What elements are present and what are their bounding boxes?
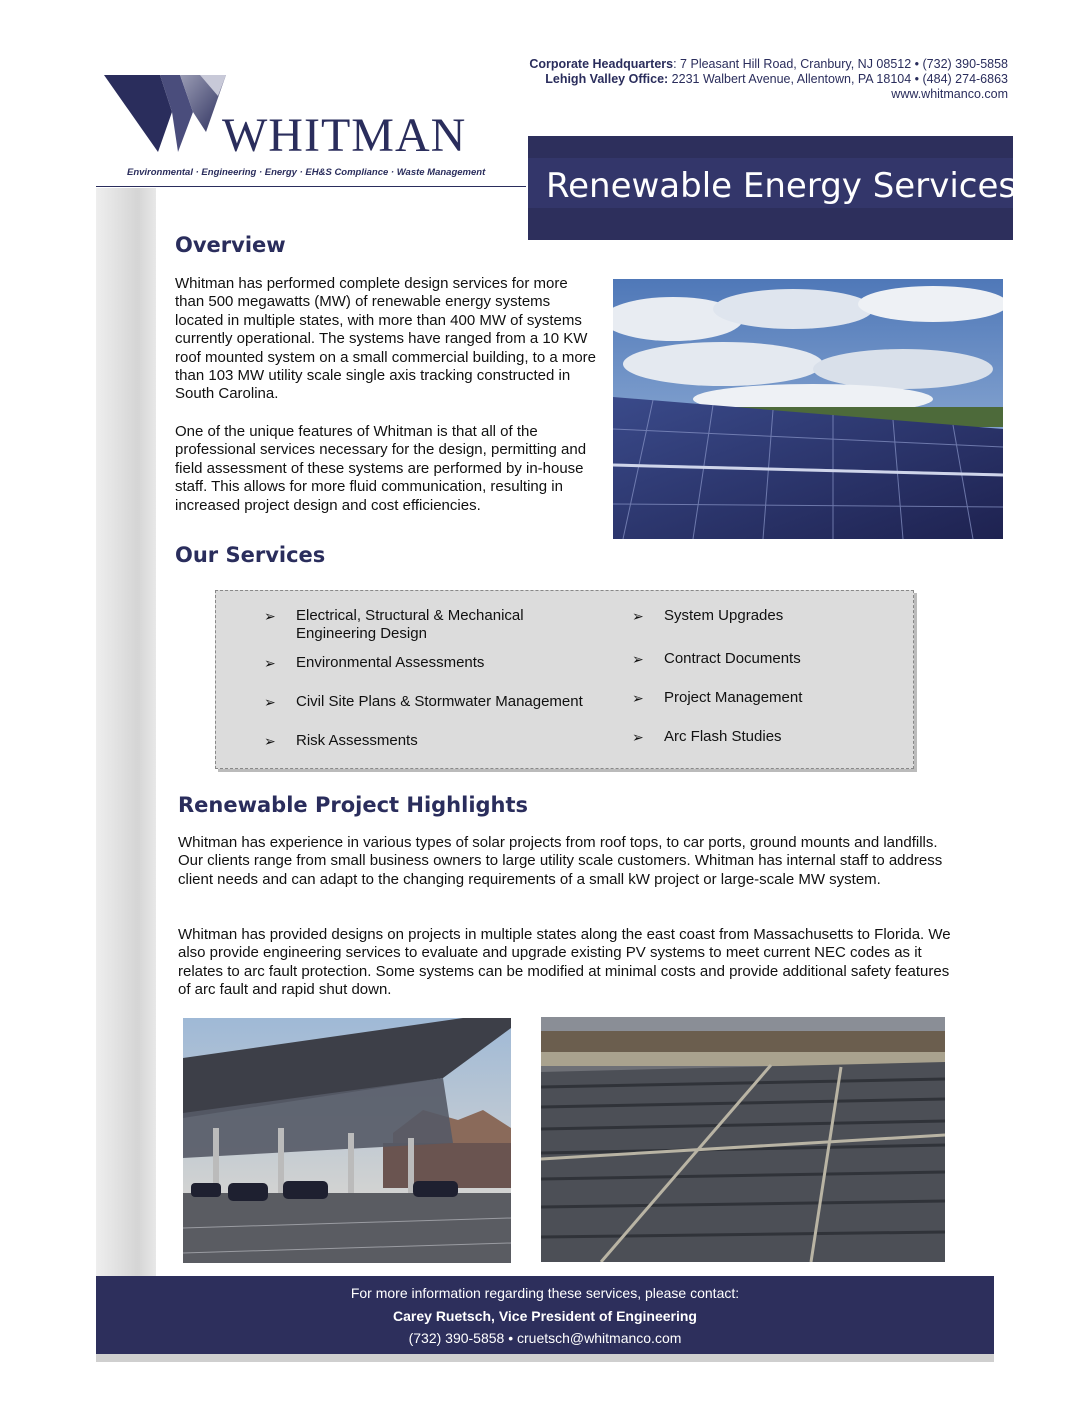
- service-item: Arc Flash Studies: [664, 728, 782, 745]
- hq-label: Corporate Headquarters: [529, 57, 674, 71]
- highlights-heading: Renewable Project Highlights: [178, 793, 529, 817]
- logo-wordmark: WHITMAN: [222, 109, 467, 162]
- footer-contact-name: Carey Ruetsch, Vice President of Engineering: [393, 1308, 697, 1324]
- lv-label: Lehigh Valley Office:: [545, 72, 669, 86]
- carport-solar-photo: [183, 1018, 511, 1263]
- footer-shadow: [96, 1354, 994, 1362]
- bullet-arrow-icon: ➢: [264, 608, 276, 624]
- lv-line: [448, 72, 1008, 87]
- service-item: Civil Site Plans & Stormwater Management: [296, 693, 583, 710]
- bullet-arrow-icon: ➢: [632, 690, 644, 706]
- bullet-arrow-icon: ➢: [632, 608, 644, 624]
- footer-intro: For more information regarding these services, please contact:: [350, 1285, 740, 1301]
- aerial-solar-farm-photo: [541, 1017, 945, 1262]
- page-title: Renewable Energy Services: [546, 166, 1017, 206]
- overview-heading: Overview: [175, 233, 286, 257]
- service-item: Contract Documents: [664, 650, 801, 667]
- contact-footer: [96, 1276, 994, 1354]
- solar-array-photo: [613, 279, 1003, 539]
- header-divider: [96, 186, 526, 187]
- service-item: Risk Assessments: [296, 732, 418, 749]
- service-item: Electrical, Structural & Mechanical Engineering Design: [296, 607, 524, 642]
- bullet-arrow-icon: ➢: [632, 729, 644, 745]
- bullet-arrow-icon: ➢: [632, 651, 644, 667]
- logo-tagline: Environmental · Engineering · Energy · EH&S Compliance · Waste Management: [127, 167, 486, 178]
- bullet-arrow-icon: ➢: [264, 655, 276, 671]
- website-link[interactable]: www.whitmanco.com: [891, 87, 1008, 101]
- highlights-paragraph-2: Whitman has provided designs on projects in multiple states along the east coast from Massachusetts to Florida. We also provide engineering services to evaluate and upgrade existing PV systems to meet current NEC codes as it relates to arc fault protection. Some systems can be modified at minimal costs and provide additional safety features of arc fault and rapid shut down.: [178, 926, 951, 999]
- overview-paragraph-1: Whitman has performed complete design services for more than 500 megawatts (MW) of renewable energy systems located in multiple states, with more than 400 MW of systems currently operational. The systems have ranged from a 10 KW roof mounted system on a small commercial building, to a more than 103 MW utility scale single axis tracking constructed in South Carolina.: [175, 275, 597, 403]
- overview-paragraph-2: One of the unique features of Whitman is that all of the professional services necessary for the design, permitting and field assessment of these systems are performed by in-house staff. This allows for more fluid communication, resulting in increased project design and cost efficiencies.: [175, 423, 587, 514]
- services-heading: Our Services: [175, 543, 326, 567]
- hq-line: [448, 57, 1008, 72]
- service-item: Environmental Assessments: [296, 654, 485, 671]
- hq-text: : 7 Pleasant Hill Road, Cranbury, NJ 08512 • (732) 390-5858: [673, 57, 1008, 71]
- highlights-paragraph-1: Whitman has experience in various types of solar projects from roof tops, to car ports, ground mounts and landfills. Our clients range from small business owners to large utility scale customers. Whitman has internal staff to address client needs and can adapt to the changing requirements of a small kW project or large-scale MW system.: [178, 834, 943, 888]
- logo-mark-icon: [100, 74, 230, 154]
- sidebar-decoration: [96, 188, 156, 1276]
- service-item: System Upgrades: [664, 607, 784, 624]
- header-contact: [448, 57, 1008, 102]
- bullet-arrow-icon: ➢: [264, 694, 276, 710]
- service-item: Project Management: [664, 689, 803, 706]
- footer-contact-details[interactable]: (732) 390-5858 • cruetsch@whitmanco.com: [408, 1330, 682, 1346]
- bullet-arrow-icon: ➢: [264, 733, 276, 749]
- lv-text: 2231 Walbert Avenue, Allentown, PA 18104 • (484) 274-6863: [668, 72, 1008, 86]
